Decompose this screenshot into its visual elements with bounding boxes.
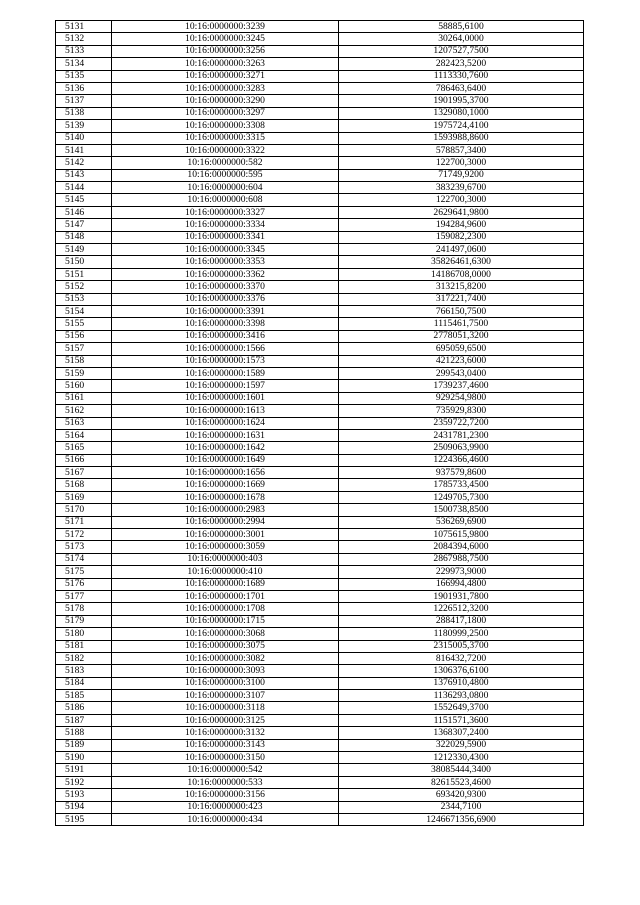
table-row [56, 21, 584, 33]
value-cell: 2084394,6000 [339, 541, 584, 553]
cadastral-number-cell: 10:16:0000000:1678 [112, 491, 339, 503]
table-row [56, 566, 584, 578]
row-number-cell: 5165 [56, 442, 112, 454]
table-row [56, 814, 584, 826]
table-row [56, 417, 584, 429]
table-row [56, 293, 584, 305]
value-cell: 317221,7400 [339, 293, 584, 305]
value-cell: 421223,6000 [339, 355, 584, 367]
row-number-cell: 5179 [56, 615, 112, 627]
table-row [56, 82, 584, 94]
row-number-cell: 5161 [56, 392, 112, 404]
value-cell: 1785733,4500 [339, 479, 584, 491]
table-row [56, 70, 584, 82]
row-number-cell: 5174 [56, 553, 112, 565]
cadastral-number-cell: 10:16:0000000:3245 [112, 33, 339, 45]
table-row [56, 405, 584, 417]
row-number-cell: 5144 [56, 182, 112, 194]
row-number-cell: 5163 [56, 417, 112, 429]
table-row [56, 33, 584, 45]
row-number-cell: 5152 [56, 281, 112, 293]
row-number-cell: 5137 [56, 95, 112, 107]
row-number-cell: 5167 [56, 467, 112, 479]
cadastral-number-cell: 10:16:0000000:1708 [112, 603, 339, 615]
value-cell: 1151571,3600 [339, 714, 584, 726]
value-cell: 578857,3400 [339, 144, 584, 156]
row-number-cell: 5133 [56, 45, 112, 57]
value-cell: 1368307,2400 [339, 727, 584, 739]
value-cell: 1975724,4100 [339, 120, 584, 132]
value-cell: 2509063,9900 [339, 442, 584, 454]
value-cell: 2778051,3200 [339, 330, 584, 342]
value-cell: 229973,9000 [339, 566, 584, 578]
table-row [56, 739, 584, 751]
table-row [56, 578, 584, 590]
table-row [56, 590, 584, 602]
cadastral-number-cell: 10:16:0000000:3263 [112, 58, 339, 70]
row-number-cell: 5155 [56, 318, 112, 330]
cadastral-number-cell: 10:16:0000000:3341 [112, 231, 339, 243]
table-row [56, 244, 584, 256]
cadastral-number-cell: 10:16:0000000:1589 [112, 367, 339, 379]
cadastral-number-cell: 10:16:0000000:3118 [112, 702, 339, 714]
value-cell: 1901995,3700 [339, 95, 584, 107]
table-row [56, 467, 584, 479]
row-number-cell: 5194 [56, 801, 112, 813]
table-row [56, 665, 584, 677]
row-number-cell: 5170 [56, 504, 112, 516]
value-cell: 735929,8300 [339, 405, 584, 417]
cadastral-number-cell: 10:16:0000000:1642 [112, 442, 339, 454]
row-number-cell: 5175 [56, 566, 112, 578]
row-number-cell: 5181 [56, 640, 112, 652]
table-row [56, 95, 584, 107]
table-row [56, 355, 584, 367]
table-row [56, 541, 584, 553]
table-row [56, 789, 584, 801]
table-row [56, 343, 584, 355]
table-row [56, 442, 584, 454]
cadastral-number-cell: 10:16:0000000:3107 [112, 690, 339, 702]
value-cell: 786463,6400 [339, 82, 584, 94]
value-cell: 1212330,4300 [339, 752, 584, 764]
cadastral-number-cell: 10:16:0000000:3315 [112, 132, 339, 144]
cadastral-number-cell: 10:16:0000000:423 [112, 801, 339, 813]
value-cell: 194284,9600 [339, 219, 584, 231]
value-cell: 1226512,3200 [339, 603, 584, 615]
table-body [56, 21, 584, 826]
row-number-cell: 5134 [56, 58, 112, 70]
row-number-cell: 5149 [56, 244, 112, 256]
table-row [56, 504, 584, 516]
cadastral-number-cell: 10:16:0000000:3068 [112, 628, 339, 640]
table-row [56, 776, 584, 788]
row-number-cell: 5195 [56, 814, 112, 826]
table-row [56, 231, 584, 243]
row-number-cell: 5189 [56, 739, 112, 751]
cadastral-number-cell: 10:16:0000000:1573 [112, 355, 339, 367]
value-cell: 937579,8600 [339, 467, 584, 479]
row-number-cell: 5173 [56, 541, 112, 553]
value-cell: 2431781,2300 [339, 429, 584, 441]
cadastral-number-cell: 10:16:0000000:3376 [112, 293, 339, 305]
value-cell: 14186708,0000 [339, 268, 584, 280]
table-row [56, 429, 584, 441]
table-row [56, 367, 584, 379]
table-row [56, 652, 584, 664]
row-number-cell: 5180 [56, 628, 112, 640]
cadastral-number-cell: 10:16:0000000:608 [112, 194, 339, 206]
cadastral-number-cell: 10:16:0000000:1689 [112, 578, 339, 590]
cadastral-number-cell: 10:16:0000000:1601 [112, 392, 339, 404]
cadastral-number-cell: 10:16:0000000:3150 [112, 752, 339, 764]
value-cell: 71749,9200 [339, 169, 584, 181]
table-row [56, 628, 584, 640]
value-cell: 1075615,9800 [339, 529, 584, 541]
table-row [56, 553, 584, 565]
row-number-cell: 5141 [56, 144, 112, 156]
value-cell: 159082,2300 [339, 231, 584, 243]
data-table [55, 20, 584, 826]
value-cell: 2629641,9800 [339, 206, 584, 218]
cadastral-number-cell: 10:16:0000000:1624 [112, 417, 339, 429]
row-number-cell: 5166 [56, 454, 112, 466]
table-row [56, 182, 584, 194]
row-number-cell: 5138 [56, 107, 112, 119]
row-number-cell: 5132 [56, 33, 112, 45]
value-cell: 30264,0000 [339, 33, 584, 45]
value-cell: 816432,7200 [339, 652, 584, 664]
cadastral-number-cell: 10:16:0000000:1566 [112, 343, 339, 355]
value-cell: 241497,0600 [339, 244, 584, 256]
value-cell: 35826461,6300 [339, 256, 584, 268]
value-cell: 2344,7100 [339, 801, 584, 813]
cadastral-number-cell: 10:16:0000000:3416 [112, 330, 339, 342]
table-row [56, 194, 584, 206]
value-cell: 1249705,7300 [339, 491, 584, 503]
cadastral-number-cell: 10:16:0000000:3327 [112, 206, 339, 218]
table-row [56, 45, 584, 57]
cadastral-number-cell: 10:16:0000000:3283 [112, 82, 339, 94]
table-row [56, 58, 584, 70]
cadastral-number-cell: 10:16:0000000:434 [112, 814, 339, 826]
cadastral-number-cell: 10:16:0000000:1631 [112, 429, 339, 441]
table-row [56, 107, 584, 119]
row-number-cell: 5187 [56, 714, 112, 726]
row-number-cell: 5171 [56, 516, 112, 528]
value-cell: 82615523,4600 [339, 776, 584, 788]
row-number-cell: 5139 [56, 120, 112, 132]
value-cell: 1115461,7500 [339, 318, 584, 330]
value-cell: 1180999,2500 [339, 628, 584, 640]
cadastral-number-cell: 10:16:0000000:1701 [112, 590, 339, 602]
value-cell: 2315005,3700 [339, 640, 584, 652]
row-number-cell: 5177 [56, 590, 112, 602]
value-cell: 695059,6500 [339, 343, 584, 355]
cadastral-number-cell: 10:16:0000000:3297 [112, 107, 339, 119]
table-row [56, 206, 584, 218]
value-cell: 1306376,6100 [339, 665, 584, 677]
cadastral-number-cell: 10:16:0000000:3082 [112, 652, 339, 664]
table-row [56, 281, 584, 293]
value-cell: 693420,9300 [339, 789, 584, 801]
row-number-cell: 5159 [56, 367, 112, 379]
table-row [56, 305, 584, 317]
table-row [56, 752, 584, 764]
cadastral-number-cell: 10:16:0000000:604 [112, 182, 339, 194]
table-row [56, 157, 584, 169]
row-number-cell: 5158 [56, 355, 112, 367]
table-row [56, 690, 584, 702]
row-number-cell: 5136 [56, 82, 112, 94]
table-row [56, 219, 584, 231]
table-row [56, 702, 584, 714]
cadastral-number-cell: 10:16:0000000:2994 [112, 516, 339, 528]
table-row [56, 144, 584, 156]
cadastral-number-cell: 10:16:0000000:1669 [112, 479, 339, 491]
row-number-cell: 5193 [56, 789, 112, 801]
value-cell: 1113330,7600 [339, 70, 584, 82]
table-row [56, 380, 584, 392]
row-number-cell: 5135 [56, 70, 112, 82]
table-row [56, 392, 584, 404]
value-cell: 299543,0400 [339, 367, 584, 379]
row-number-cell: 5178 [56, 603, 112, 615]
cadastral-number-cell: 10:16:0000000:3353 [112, 256, 339, 268]
table-row [56, 603, 584, 615]
value-cell: 2867988,7500 [339, 553, 584, 565]
cadastral-number-cell: 10:16:0000000:1613 [112, 405, 339, 417]
row-number-cell: 5168 [56, 479, 112, 491]
row-number-cell: 5183 [56, 665, 112, 677]
row-number-cell: 5188 [56, 727, 112, 739]
table-row [56, 330, 584, 342]
table-row [56, 801, 584, 813]
value-cell: 1246671356,6900 [339, 814, 584, 826]
cadastral-number-cell: 10:16:0000000:542 [112, 764, 339, 776]
value-cell: 58885,6100 [339, 21, 584, 33]
row-number-cell: 5147 [56, 219, 112, 231]
cadastral-number-cell: 10:16:0000000:3132 [112, 727, 339, 739]
value-cell: 929254,9800 [339, 392, 584, 404]
value-cell: 313215,8200 [339, 281, 584, 293]
cadastral-number-cell: 10:16:0000000:3256 [112, 45, 339, 57]
value-cell: 282423,5200 [339, 58, 584, 70]
row-number-cell: 5169 [56, 491, 112, 503]
row-number-cell: 5191 [56, 764, 112, 776]
cadastral-number-cell: 10:16:0000000:403 [112, 553, 339, 565]
value-cell: 1552649,3700 [339, 702, 584, 714]
cadastral-number-cell: 10:16:0000000:410 [112, 566, 339, 578]
cadastral-number-cell: 10:16:0000000:3398 [112, 318, 339, 330]
table-row [56, 615, 584, 627]
value-cell: 288417,1800 [339, 615, 584, 627]
table-row [56, 764, 584, 776]
table-row [56, 491, 584, 503]
value-cell: 1224366,4600 [339, 454, 584, 466]
table-row [56, 132, 584, 144]
value-cell: 38085444,3400 [339, 764, 584, 776]
value-cell: 122700,3000 [339, 157, 584, 169]
row-number-cell: 5140 [56, 132, 112, 144]
row-number-cell: 5143 [56, 169, 112, 181]
value-cell: 383239,6700 [339, 182, 584, 194]
table-row [56, 318, 584, 330]
table-row [56, 268, 584, 280]
cadastral-number-cell: 10:16:0000000:1715 [112, 615, 339, 627]
row-number-cell: 5142 [56, 157, 112, 169]
value-cell: 1376910,4800 [339, 677, 584, 689]
row-number-cell: 5150 [56, 256, 112, 268]
value-cell: 536269,6900 [339, 516, 584, 528]
row-number-cell: 5157 [56, 343, 112, 355]
cadastral-number-cell: 10:16:0000000:3125 [112, 714, 339, 726]
table-row [56, 479, 584, 491]
cadastral-number-cell: 10:16:0000000:3345 [112, 244, 339, 256]
row-number-cell: 5190 [56, 752, 112, 764]
cadastral-number-cell: 10:16:0000000:3143 [112, 739, 339, 751]
value-cell: 2359722,7200 [339, 417, 584, 429]
row-number-cell: 5162 [56, 405, 112, 417]
cadastral-number-cell: 10:16:0000000:3239 [112, 21, 339, 33]
value-cell: 1593988,8600 [339, 132, 584, 144]
cadastral-number-cell: 10:16:0000000:3271 [112, 70, 339, 82]
row-number-cell: 5131 [56, 21, 112, 33]
row-number-cell: 5160 [56, 380, 112, 392]
row-number-cell: 5176 [56, 578, 112, 590]
cadastral-number-cell: 10:16:0000000:3334 [112, 219, 339, 231]
cadastral-number-cell: 10:16:0000000:1649 [112, 454, 339, 466]
cadastral-number-cell: 10:16:0000000:533 [112, 776, 339, 788]
table-row [56, 727, 584, 739]
cadastral-number-cell: 10:16:0000000:3001 [112, 529, 339, 541]
row-number-cell: 5172 [56, 529, 112, 541]
row-number-cell: 5146 [56, 206, 112, 218]
value-cell: 166994,4800 [339, 578, 584, 590]
cadastral-number-cell: 10:16:0000000:1597 [112, 380, 339, 392]
row-number-cell: 5156 [56, 330, 112, 342]
row-number-cell: 5164 [56, 429, 112, 441]
table-row [56, 529, 584, 541]
value-cell: 1901931,7800 [339, 590, 584, 602]
table-row [56, 256, 584, 268]
cadastral-number-cell: 10:16:0000000:3308 [112, 120, 339, 132]
row-number-cell: 5151 [56, 268, 112, 280]
table-row [56, 677, 584, 689]
row-number-cell: 5186 [56, 702, 112, 714]
cadastral-number-cell: 10:16:0000000:3075 [112, 640, 339, 652]
table-row [56, 714, 584, 726]
table-row [56, 120, 584, 132]
row-number-cell: 5153 [56, 293, 112, 305]
cadastral-number-cell: 10:16:0000000:582 [112, 157, 339, 169]
row-number-cell: 5145 [56, 194, 112, 206]
row-number-cell: 5185 [56, 690, 112, 702]
cadastral-number-cell: 10:16:0000000:1656 [112, 467, 339, 479]
value-cell: 122700,3000 [339, 194, 584, 206]
cadastral-number-cell: 10:16:0000000:3100 [112, 677, 339, 689]
cadastral-number-cell: 10:16:0000000:3362 [112, 268, 339, 280]
cadastral-number-cell: 10:16:0000000:2983 [112, 504, 339, 516]
cadastral-number-cell: 10:16:0000000:3059 [112, 541, 339, 553]
value-cell: 766150,7500 [339, 305, 584, 317]
table-row [56, 640, 584, 652]
cadastral-number-cell: 10:16:0000000:3370 [112, 281, 339, 293]
cadastral-number-cell: 10:16:0000000:3156 [112, 789, 339, 801]
cadastral-number-cell: 10:16:0000000:3322 [112, 144, 339, 156]
row-number-cell: 5192 [56, 776, 112, 788]
row-number-cell: 5148 [56, 231, 112, 243]
cadastral-number-cell: 10:16:0000000:595 [112, 169, 339, 181]
row-number-cell: 5182 [56, 652, 112, 664]
cadastral-number-cell: 10:16:0000000:3290 [112, 95, 339, 107]
value-cell: 322029,5900 [339, 739, 584, 751]
cadastral-number-cell: 10:16:0000000:3093 [112, 665, 339, 677]
table-row [56, 454, 584, 466]
table-row [56, 169, 584, 181]
row-number-cell: 5154 [56, 305, 112, 317]
cadastral-number-cell: 10:16:0000000:3391 [112, 305, 339, 317]
table-row [56, 516, 584, 528]
value-cell: 1500738,8500 [339, 504, 584, 516]
value-cell: 1136293,0800 [339, 690, 584, 702]
value-cell: 1329080,1000 [339, 107, 584, 119]
value-cell: 1207527,7500 [339, 45, 584, 57]
row-number-cell: 5184 [56, 677, 112, 689]
value-cell: 1739237,4600 [339, 380, 584, 392]
